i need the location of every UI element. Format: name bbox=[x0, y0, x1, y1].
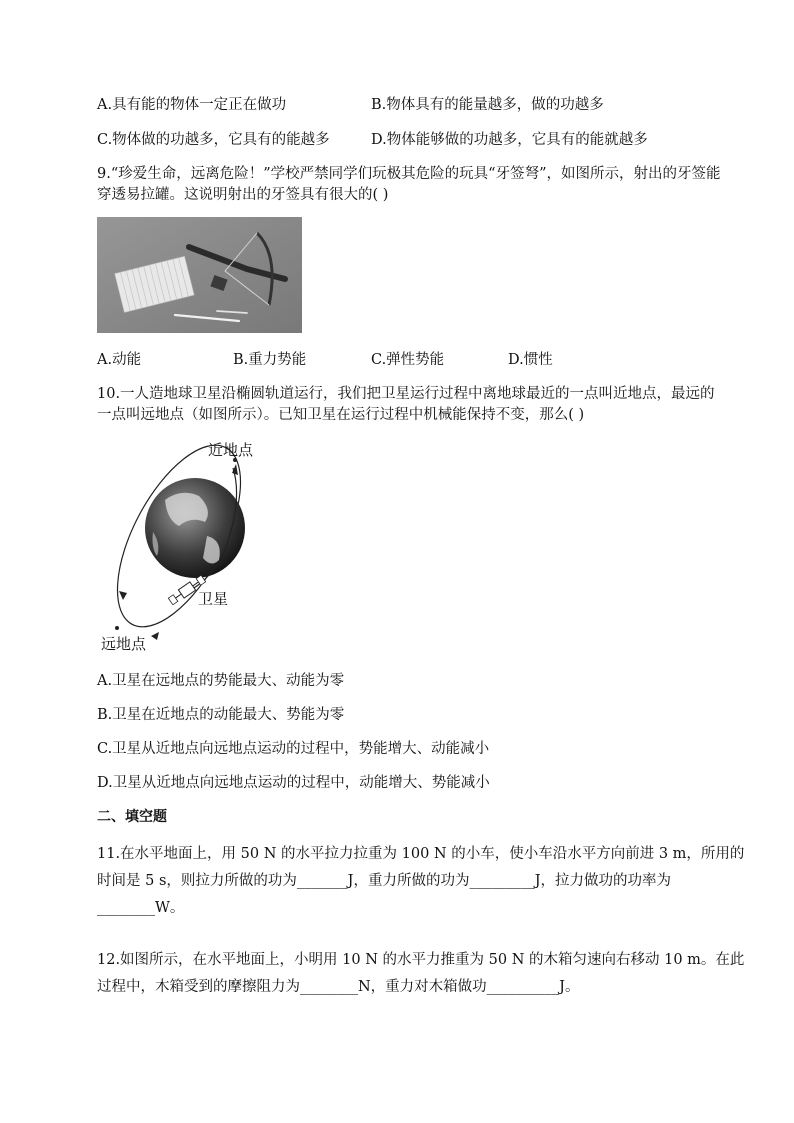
q8-option-c: C.物体做的功越多，它具有的能越多 bbox=[97, 132, 330, 148]
q11-stem-line3: ________W。 bbox=[97, 900, 185, 916]
q12-stem-line2: 过程中，木箱受到的摩擦阻力为________N，重力对木箱做功__________J。 bbox=[97, 979, 580, 995]
satellite-label: 卫星 bbox=[198, 590, 229, 608]
q10-option-b: B.卫星在近地点的动能最大、势能为零 bbox=[97, 707, 345, 723]
q10-option-a: A.卫星在远地点的势能最大、动能为零 bbox=[97, 673, 345, 689]
q8-option-a: A.具有能的物体一定正在做功 bbox=[97, 97, 287, 113]
q9-option-c: C.弹性势能 bbox=[371, 352, 445, 368]
q8-option-b: B.物体具有的能量越多，做的功越多 bbox=[371, 97, 604, 113]
q11-stem-line1: 11.在水平地面上，用 50 N 的水平拉力拉重为 100 N 的小车，使小车沿水平方向前进 3 m，所用的 bbox=[97, 846, 745, 862]
q10-option-d: D.卫星从近地点向远地点运动的过程中，动能增大、势能减小 bbox=[97, 775, 490, 791]
earth-icon bbox=[145, 478, 245, 578]
q8-option-d: D.物体能够做的功越多，它具有的能就越多 bbox=[371, 132, 648, 148]
satellite-orbit-diagram bbox=[95, 440, 275, 655]
q10-option-c: C.卫星从近地点向远地点运动的过程中，势能增大、动能减小 bbox=[97, 741, 490, 757]
q9-option-a: A.动能 bbox=[97, 352, 142, 368]
section-title: 二、填空题 bbox=[97, 809, 167, 825]
apogee-label: 远地点 bbox=[101, 635, 147, 653]
q12-stem-line1: 12.如图所示，在水平地面上，小明用 10 N 的水平力推重为 50 N 的木箱匀速向右移动 10 m。在此 bbox=[97, 952, 745, 968]
q9-stem-line1: 9.“珍爱生命，远离危险！”学校严禁同学们玩极其危险的玩具“牙签弩”，如图所示，射出的牙签能 bbox=[97, 166, 721, 182]
q9-stem-line2: 穿透易拉罐。这说明射出的牙签具有很大的( ) bbox=[97, 187, 389, 203]
q10-stem-line2: 一点叫远地点（如图所示）。已知卫星在运行过程中机械能保持不变，那么( ) bbox=[97, 407, 585, 423]
apogee-point bbox=[115, 626, 119, 630]
perigee-label: 近地点 bbox=[208, 441, 254, 459]
q10-stem-line1: 10.一人造地球卫星沿椭圆轨道运行，我们把卫星运行过程中离地球最近的一点叫近地点，最远的 bbox=[97, 386, 715, 402]
toothpick-crossbow-photo bbox=[97, 217, 302, 333]
q9-option-b: B.重力势能 bbox=[233, 352, 307, 368]
orbit-illustration bbox=[95, 440, 275, 655]
toothpick-crossbow-illustration bbox=[97, 217, 302, 333]
q11-stem-line2: 时间是 5 s，则拉力所做的功为_______J，重力所做的功为_________J，拉力做功的功率为 bbox=[97, 873, 672, 889]
q9-option-d: D.惯性 bbox=[508, 352, 553, 368]
